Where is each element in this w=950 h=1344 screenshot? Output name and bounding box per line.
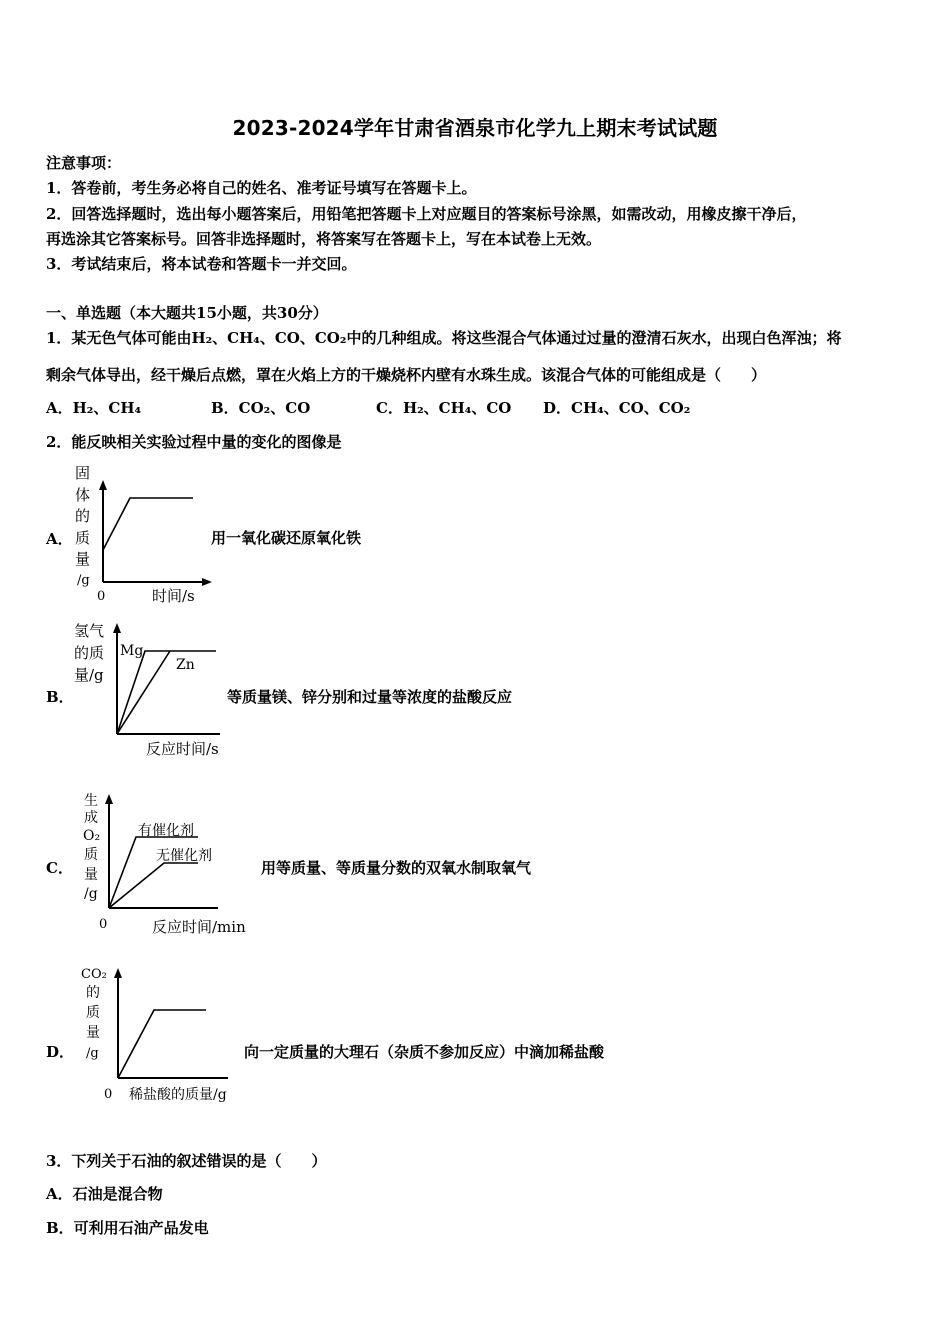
notice-item: 2．回答选择题时，选出每小题答案后，用铅笔把答题卡上对应题目的答案标号涂黑，如需改动，用橡皮擦干净后， — [46, 205, 807, 223]
y-axis-label: /g — [86, 1046, 99, 1061]
q2-option-c-desc: 用等质量、等质量分数的双氧水制取氧气 — [261, 859, 532, 877]
y-axis-label: 的质 — [74, 644, 105, 662]
q2-option-d-graph — [78, 960, 248, 1110]
y-axis-label: 质 — [86, 1005, 100, 1021]
series-label-no-catalyst: 无催化剂 — [156, 848, 212, 864]
q2-option-d-desc: 向一定质量的大理石（杂质不参加反应）中滴加稀盐酸 — [244, 1043, 605, 1061]
notice-item: 再选涂其它答案标号。回答非选择题时，将答案写在答题卡上，写在本试卷上无效。 — [46, 230, 602, 248]
x-axis-label: 稀盐酸的质量/g — [129, 1087, 227, 1103]
x-axis-label: 反应时间/min — [152, 918, 246, 936]
series-label-mg: Mg — [120, 643, 144, 659]
y-axis-label: 量 — [86, 1025, 100, 1041]
q2-option-b-desc: 等质量镁、锌分别和过量等浓度的盐酸反应 — [227, 688, 513, 706]
y-axis-label: 固 — [75, 464, 91, 482]
y-axis-label: 的 — [75, 507, 91, 525]
y-axis-label: 氢气 — [74, 622, 105, 640]
y-axis-label: /g — [77, 573, 90, 588]
question-1-stem: 1．某无色气体可能由H₂、CH₄、CO、CO₂中的几种组成。将这些混合气体通过过量的澄清石灰水，出现白色浑浊；将 — [46, 329, 842, 347]
question-1-stem-cont: 剩余气体导出，经干燥后点燃，罩在火焰上方的干燥烧杯内壁有水珠生成。该混合气体的可能组成是（ ） — [46, 366, 767, 384]
notice-item: 1．答卷前，考生务必将自己的姓名、准考证号填写在答题卡上。 — [46, 179, 477, 197]
origin-label: 0 — [97, 589, 106, 604]
y-axis-label: 生 — [84, 793, 98, 809]
question-3-stem: 3．下列关于石油的叙述错误的是（ ） — [46, 1152, 327, 1170]
y-axis-label: CO₂ — [81, 967, 107, 982]
y-axis-label: 体 — [75, 486, 91, 504]
y-axis-label: 质 — [84, 847, 98, 863]
page-title: 2023-2024学年甘肃省酒泉市化学九上期末考试试题 — [232, 116, 718, 140]
y-axis-label: 质 — [75, 529, 91, 547]
origin-label: 0 — [104, 1087, 113, 1102]
q2-option-a-letter[interactable]: A． — [46, 530, 73, 548]
q2-option-a-graph — [66, 458, 226, 608]
q2-option-c-letter[interactable]: C． — [46, 859, 73, 877]
q3-option-b[interactable]: B．可利用石油产品发电 — [46, 1219, 209, 1237]
section-heading: 一、单选题（本大题共15小题，共30分） — [46, 304, 328, 322]
q2-option-b-letter[interactable]: B． — [46, 688, 74, 706]
y-axis-label: 的 — [86, 985, 100, 1001]
q1-option-c[interactable]: C．H₂、CH₄、CO — [376, 399, 512, 417]
y-axis-label: 量 — [75, 550, 91, 568]
q1-option-d[interactable]: D．CH₄、CO、CO₂ — [543, 399, 691, 417]
question-2-stem: 2．能反映相关实验过程中量的变化的图像是 — [46, 433, 342, 451]
q2-option-d-letter[interactable]: D． — [46, 1043, 75, 1061]
x-axis-label: 时间/s — [152, 587, 195, 605]
y-axis-label: /g — [84, 886, 98, 902]
series-label-catalyst: 有催化剂 — [138, 823, 194, 839]
q1-option-b[interactable]: B．CO₂、CO — [211, 399, 311, 417]
y-axis-label: 量/g — [74, 666, 104, 684]
y-axis-label: 成 — [84, 810, 98, 826]
series-label-zn: Zn — [176, 657, 195, 673]
q2-option-a-desc: 用一氧化碳还原氧化铁 — [211, 529, 362, 547]
x-axis-label: 反应时间/s — [146, 740, 219, 758]
notice-item: 3．考试结束后，将本试卷和答题卡一并交回。 — [46, 255, 357, 273]
q2-option-b-graph — [70, 618, 240, 763]
q2-option-c-graph — [78, 788, 258, 940]
y-axis-label: 量 — [84, 867, 98, 883]
q1-option-a[interactable]: A．H₂、CH₄ — [46, 399, 142, 417]
notice-heading: 注意事项： — [46, 154, 122, 172]
q3-option-a[interactable]: A．石油是混合物 — [46, 1185, 163, 1203]
origin-label: 0 — [99, 917, 108, 932]
y-axis-label: O₂ — [83, 828, 101, 844]
